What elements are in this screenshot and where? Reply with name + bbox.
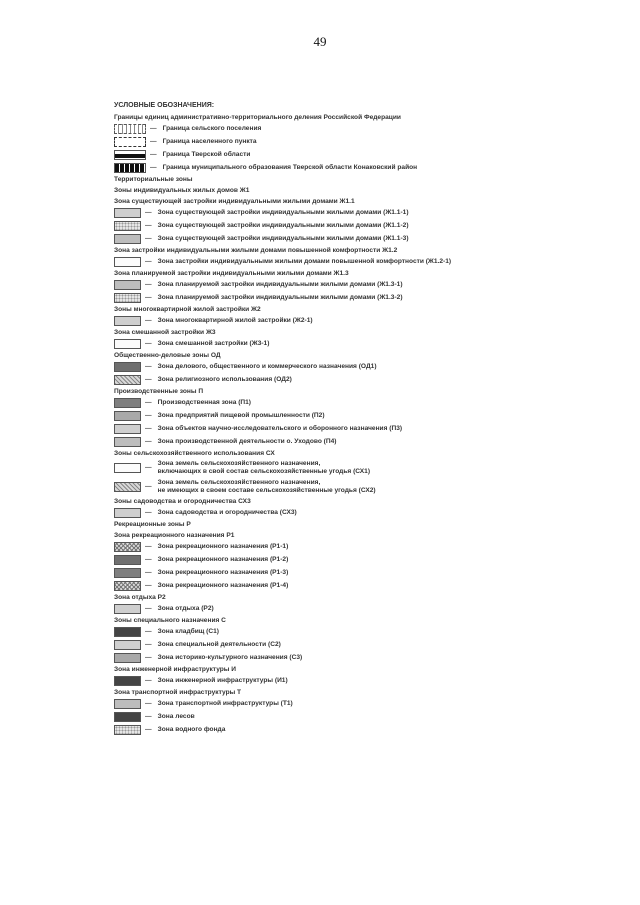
legend: [114, 102, 514, 738]
legend-label: Зона инженерной инфраструктуры (И1): [157, 677, 288, 684]
zh11-heading: Зона существующей застройки индивидуальными жилыми домами Ж1.1: [114, 198, 355, 205]
r1-heading: Зона рекреационного назначения Р1: [114, 532, 235, 539]
legend-row: — Зона делового, общественного и коммерческого назначения (ОД1): [114, 362, 514, 372]
legend-label: Зона рекреационного назначения (Р1-3): [157, 569, 289, 576]
legend-row: — Производственная зона (П1): [114, 398, 514, 408]
legend-row: — Зона предприятий пищевой промышленности (П2): [114, 411, 514, 421]
legend-row: — Зона производственной деятельности о. Уходово (П4): [114, 437, 514, 447]
legend-row: — Зона религиозного использования (ОД2): [114, 375, 514, 385]
zone-swatch: [114, 257, 141, 267]
page-number: 49: [313, 34, 327, 49]
legend-row: — Граница населенного пункта: [114, 137, 514, 147]
zone-swatch: [114, 234, 141, 244]
zone-swatch: [114, 208, 141, 218]
legend-label: Зона существующей застройки индивидуальными жилыми домами (Ж1.1-2): [157, 222, 409, 229]
legend-label-line: не имеющих в своем составе сельскохозяйственные угодья (СХ2): [157, 487, 376, 494]
legend-row: — Зона земель сельскохозяйственного назначения, включающих в свой состав сельскохозяйственные угодья (СХ1): [114, 460, 514, 476]
zone-swatch: [114, 339, 141, 349]
legend-title: УСЛОВНЫЕ ОБОЗНАЧЕНИЯ:: [114, 102, 215, 109]
legend-row: — Граница Тверской области: [114, 150, 514, 160]
legend-label: Зона планируемой застройки индивидуальными жилыми домами (Ж1.3-1): [157, 281, 403, 288]
zh3-heading: Зона смешанной застройки Ж3: [114, 329, 216, 336]
legend-row: — Зона специальной деятельности (С2): [114, 640, 514, 650]
legend-label: Граница муниципального образования Тверской области Конаковский район: [162, 164, 418, 171]
legend-row: — Зона инженерной инфраструктуры (И1): [114, 676, 514, 686]
i-heading: Зона инженерной инфраструктуры И: [114, 666, 237, 673]
legend-row: — Зона смешанной застройки (Ж3-1): [114, 339, 514, 349]
legend-label: Зона кладбищ (С1): [157, 628, 219, 635]
legend-row: — Зона садоводства и огородничества (СХ3): [114, 508, 514, 518]
sh3-heading: Зоны садоводства и огородничества СХ3: [114, 498, 251, 505]
legend-row: — Зона земель сельскохозяйственного назначения, не имеющих в своем составе сельскохозяйственные угодья (СХ2): [114, 479, 514, 495]
od-heading: Общественно-деловые зоны ОД: [114, 352, 221, 359]
region-border-symbol: [114, 150, 146, 160]
legend-label: Зона рекреационного назначения (Р1-4): [157, 582, 289, 589]
zone-swatch: [114, 316, 141, 326]
zone-swatch: [114, 640, 141, 650]
legend-row: — Зона многоквартирной жилой застройки (Ж2-1): [114, 316, 514, 326]
legend-row: — Зона транспортной инфраструктуры (Т1): [114, 699, 514, 709]
legend-label: Граница населенного пункта: [162, 138, 257, 145]
zone-swatch: [114, 362, 141, 372]
zone-swatch: [114, 542, 141, 552]
r-heading: Рекреационные зоны Р: [114, 521, 191, 528]
legend-label: Зона лесов: [157, 713, 195, 720]
legend-row: — Зона объектов научно-исследовательского и оборонного назначения (П3): [114, 424, 514, 434]
zone-swatch: [114, 555, 141, 565]
zone-swatch: [114, 653, 141, 663]
legend-row: — Зона планируемой застройки индивидуальными жилыми домами (Ж1.3-2): [114, 293, 514, 303]
zone-swatch: [114, 424, 141, 434]
legend-row: — Граница муниципального образования Тверской области Конаковский район: [114, 163, 514, 173]
legend-row: — Зона историко-культурного назначения (С3): [114, 653, 514, 663]
legend-row: — Зона рекреационного назначения (Р1-2): [114, 555, 514, 565]
legend-label: Зона планируемой застройки индивидуальными жилыми домами (Ж1.3-2): [157, 294, 403, 301]
legend-label: Зона многоквартирной жилой застройки (Ж2-1): [157, 317, 313, 324]
zone-swatch: [114, 568, 141, 578]
zone-swatch: [114, 725, 141, 735]
legend-label: Зона существующей застройки индивидуальными жилыми домами (Ж1.1-3): [157, 235, 409, 242]
legend-label: Граница сельского поселения: [162, 125, 262, 132]
sh-heading: Зоны сельскохозяйственного использования СХ: [114, 450, 275, 457]
legend-label: [158, 479, 376, 495]
locality-border-symbol: [114, 137, 146, 147]
zone-swatch: [114, 676, 141, 686]
legend-row: — Зона рекреационного назначения (Р1-1): [114, 542, 514, 552]
zone-swatch: [114, 712, 141, 722]
zone-swatch: [114, 604, 141, 614]
legend-row: — Зона существующей застройки индивидуальными жилыми домами (Ж1.1-2): [114, 221, 514, 231]
legend-label: Зона водного фонда: [157, 726, 226, 733]
territorial-heading: Территориальные зоны: [114, 176, 193, 183]
zone-swatch: [114, 375, 141, 385]
legend-label-line: Зона земель сельскохозяйственного назначения,: [157, 479, 321, 486]
c-heading: Зоны специального назначения С: [114, 617, 226, 624]
legend-label: Зона объектов научно-исследовательского и оборонного назначения (П3): [157, 425, 403, 432]
zone-swatch: [114, 581, 141, 591]
legend-row: — Зона существующей застройки индивидуальными жилыми домами (Ж1.1-1): [114, 208, 514, 218]
zone-swatch: [114, 280, 141, 290]
legend-row: — Зона отдыха (Р2): [114, 604, 514, 614]
legend-label: Зона рекреационного назначения (Р1-2): [157, 556, 289, 563]
zh12-heading: Зона застройки индивидуальными жилыми домами повышенной комфортности Ж1.2: [114, 247, 398, 254]
t-heading: Зона транспортной инфраструктуры Т: [114, 689, 242, 696]
p-heading: Производственные зоны П: [114, 388, 204, 395]
legend-row: — Зона существующей застройки индивидуальными жилыми домами (Ж1.1-3): [114, 234, 514, 244]
zone-swatch: [114, 293, 141, 303]
zone-swatch: [114, 627, 141, 637]
zone-swatch: [114, 699, 141, 709]
zone-swatch: [114, 463, 141, 473]
legend-row: — Зона застройки индивидуальными жилыми домами повышенной комфортности (Ж1.2-1): [114, 257, 514, 267]
zone-swatch: [114, 437, 141, 447]
zone-swatch: [114, 221, 141, 231]
zone-swatch: [114, 411, 141, 421]
zh13-heading: Зона планируемой застройки индивидуальными жилыми домами Ж1.3: [114, 270, 349, 277]
r2-heading: Зона отдыха Р2: [114, 594, 166, 601]
legend-label: Зона транспортной инфраструктуры (Т1): [157, 700, 293, 707]
zone-swatch: [114, 508, 141, 518]
legend-row: — Зона водного фонда: [114, 725, 514, 735]
legend-label: Зона отдыха (Р2): [157, 605, 214, 612]
legend-label: Зона предприятий пищевой промышленности (П2): [157, 412, 325, 419]
legend-label: Зона производственной деятельности о. Уходово (П4): [157, 438, 337, 445]
admin-heading: Границы единиц административно-территориального деления Российской Федерации: [114, 114, 401, 121]
zone-swatch: [114, 482, 141, 492]
district-border-symbol: [114, 163, 146, 173]
legend-label: Зона религиозного использования (ОД2): [157, 376, 292, 383]
legend-label: Зона существующей застройки индивидуальными жилыми домами (Ж1.1-1): [157, 209, 409, 216]
legend-row: — Зона рекреационного назначения (Р1-3): [114, 568, 514, 578]
legend-label: Зона историко-культурного назначения (С3): [157, 654, 303, 661]
zh1-heading: Зоны индивидуальных жилых домов Ж1: [114, 187, 250, 194]
legend-label: Зона делового, общественного и коммерческого назначения (ОД1): [157, 363, 377, 370]
legend-label: Производственная зона (П1): [157, 399, 251, 406]
settlement-border-symbol: [114, 124, 146, 134]
legend-row: — Зона планируемой застройки индивидуальными жилыми домами (Ж1.3-1): [114, 280, 514, 290]
zh2-heading: Зоны многоквартирной жилой застройки Ж2: [114, 306, 261, 313]
legend-row: — Граница сельского поселения: [114, 124, 514, 134]
legend-row: — Зона рекреационного назначения (Р1-4): [114, 581, 514, 591]
legend-label: [158, 460, 370, 476]
legend-label: Зона рекреационного назначения (Р1-1): [157, 543, 289, 550]
legend-row: — Зона лесов: [114, 712, 514, 722]
legend-label: Зона специальной деятельности (С2): [157, 641, 281, 648]
legend-label-line: Зона земель сельскохозяйственного назначения,: [157, 460, 321, 467]
legend-label-line: включающих в свой состав сельскохозяйственные угодья (СХ1): [157, 468, 371, 475]
legend-label: Зона смешанной застройки (Ж3-1): [157, 340, 270, 347]
legend-label: Зона застройки индивидуальными жилыми домами повышенной комфортности (Ж1.2-1): [157, 258, 452, 265]
zone-swatch: [114, 398, 141, 408]
legend-label: Зона садоводства и огородничества (СХ3): [157, 509, 297, 516]
legend-label: Граница Тверской области: [162, 151, 251, 158]
legend-row: — Зона кладбищ (С1): [114, 627, 514, 637]
